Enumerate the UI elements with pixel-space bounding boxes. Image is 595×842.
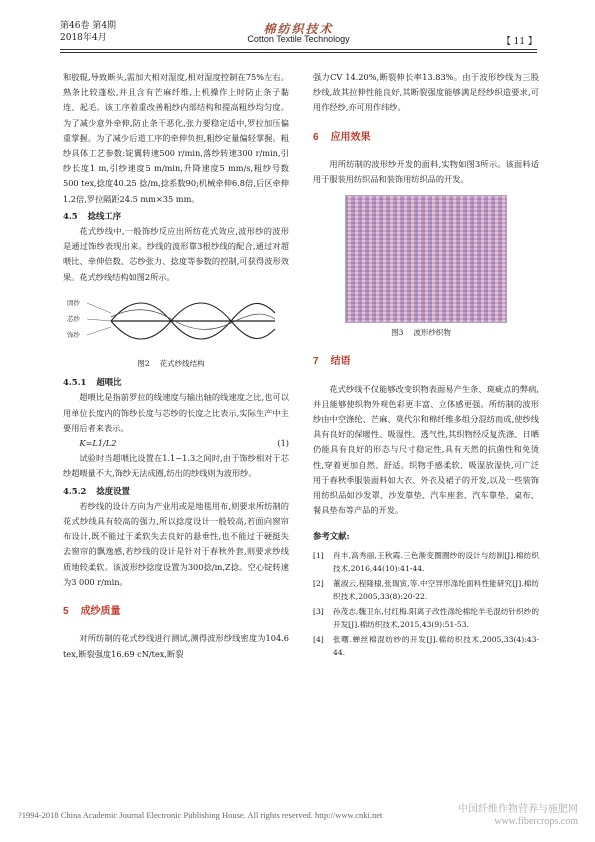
paragraph: 强力CV 14.20%,断裂伸长率13.83%。由于波形纱线为三股纱线,故其拉伸性能良好,其断裂强度能够满足经纱织造要求,可用作经纱,亦可用作纬纱。 xyxy=(313,72,539,113)
figure-2 xyxy=(63,293,289,371)
paragraph: 和胶辊,导致断头,需加大相对湿度,相对湿度控制在75%左右。熟条比较蓬松,并且含有芒麻纤维,上机操作上时防止条子黏连、起毛。该工序着重改善粗纱内部结构和提高粗纱均匀度。为了减少意外牵伸,防止条干恶化,张力要稳定适中,罗拉加压偏重掌握。为了减少后道工序的牵伸负担,粗纱定量偏轻掌握。粗纱具体工艺参数:锭翼转速500 r/min,落纱转速300 r/min,引纱长度1 m,引纱速度5 m/min,升降速度5 mm/s,粗纱号数500 tex,捻度40.25 捻/m,捻系数90;机械牵伸6.8倍,后区牵伸1.2倍,罗拉隔距24.5 mm×35 mm。 xyxy=(63,72,289,204)
paragraph: 对所纺制的花式纱线进行测试,测得波形纱线密度为104.6 tex,断裂强度16.69 cN/tex,断裂 xyxy=(63,633,289,659)
yarn-structure-diagram xyxy=(63,293,289,349)
equation-number: (1) xyxy=(277,438,289,449)
section-number: 6 xyxy=(313,131,319,143)
paragraph: 超喂比是指前罗拉的线速度与输出轴的线速度之比,也可以用单位长度内的饰纱长度与芯纱的长度之比表示,实际生产中主要用后者来表示。 xyxy=(63,392,289,433)
volume-issue: 第46卷 第4期 xyxy=(60,21,117,31)
reference-number: [4] xyxy=(313,635,324,645)
reference-item xyxy=(313,633,539,659)
section-title: 捻度设置 xyxy=(96,485,130,496)
reference-number: [1] xyxy=(313,551,324,561)
section-heading-6 xyxy=(313,130,539,145)
figure-number: 图2 xyxy=(137,359,150,369)
reference-text: 孙茂志,魏卫东,付红梅.阳离子改性涤纶棉纶羊毛混纺针织纱的开发[J].棉纺织技术,2015,43(9):51-53. xyxy=(333,607,539,630)
left-column xyxy=(63,70,289,662)
pointer-line xyxy=(87,303,111,313)
section-title: 应用效果 xyxy=(330,131,371,143)
journal-logo: 棉纺织技术 xyxy=(263,22,334,36)
reference-number: [2] xyxy=(313,579,324,589)
section-number: 4.5.2 xyxy=(63,485,87,496)
paragraph: 花式纱线不仅能够改变织物表面易产生条、斑疵点的弊病,并且能够使织物外观色彩更丰富、立体感更强。所纺制的波形纱由中空涤纶、芒麻、莫代尔和棉纤维多组分混纺而成,使纱线具有良好的保暖性、吸湿性、透气性,其织物经反复洗涤、日晒仍能具有良好的形态与尺寸稳定性,具有天然的抗菌性和免烫性,穿着更加自然、舒适。织物手感柔软、吸湿放湿快,可广泛用于春秋季服装面料如大衣、外衣及裙子的开发,以及一些装饰用纺织品如沙发罩、沙发靠垫、汽车座套、汽车靠垫、桌布、餐具垫布等产品的开发。 xyxy=(313,383,539,516)
reference-item xyxy=(313,605,539,631)
reference-text: 董淑云,程隆棣,张瑞寅,等.中空异形涤纶面料性能研究[J].棉纺织技术,2005,33(8):20-22. xyxy=(333,579,539,602)
watermark-url: www.fibercrops.com xyxy=(494,816,578,827)
journal-english-title: Cotton Textile Technology xyxy=(247,34,350,44)
page-number: 【 11 】 xyxy=(501,37,537,47)
section-heading-4-5-1 xyxy=(63,375,289,390)
issue-date: 2018年4月 xyxy=(60,33,107,43)
figure-title: 花式纱线结构 xyxy=(159,359,205,369)
reference-text: 肖丰,高秀丽,王秋霞.三色渐变圈圈纱的设计与纺制[J].棉纺织技术,2016,44(10):41-44. xyxy=(333,551,539,574)
page-header xyxy=(60,20,537,60)
section-number: 4.5.1 xyxy=(63,377,87,388)
header-rule-thin xyxy=(60,52,537,53)
paragraph: 用所纺制的波形纱开发的面料,实物如图3所示。该面料适用于服装用纺织品和装饰用纺织品的开发。 xyxy=(313,158,539,185)
section-title: 超喂比 xyxy=(96,377,122,388)
figure-number: 图3 xyxy=(391,328,404,338)
reference-item xyxy=(313,549,539,575)
pointer-line xyxy=(87,327,111,335)
section-title: 结语 xyxy=(330,356,351,368)
section-title: 成纱质量 xyxy=(80,606,121,618)
section-heading-4-5 xyxy=(63,209,289,224)
paragraph: 若纱线的设计方向为产业用或是地毯用布,则要求所纺制的花式纱线具有较高的强力,所以捻度设计一般较高,若面向窗帘布设计,既不能过于柔软失去良好的悬垂性,也不能过于硬挺失去窗帘的飘逸感,若纱线的设计是针对于春秋外套,则要求纱线质地较柔软。该波形纱捻度设置为300捻/m,Z捻。空心锭转速为3 000 r/min。 xyxy=(63,500,289,587)
paragraph: 试验时当超喂比设置在1.1~1.3之间时,由于饰纱相对于芯纱超喂量不大,饰纱无法成圈,纺出的纱线则为波形纱。 xyxy=(63,453,289,479)
figure-caption xyxy=(63,356,289,371)
equation: K=L1/L2 xyxy=(79,438,117,449)
header-rule xyxy=(60,49,537,50)
fabric-photo xyxy=(345,195,507,323)
page-footer xyxy=(18,804,578,827)
paragraph: 花式纱线中,一般饰纱反应出所纺花式效应,波形纱的波形是通过饰纱表现出来。纱线的波形靠3根纱线的配合,通过对超喂比、牵伸倍数、芯纱张力、捻度等参数的控制,可获得波形效果。花式纱线结构如图2所示。 xyxy=(63,226,289,282)
watermark xyxy=(458,804,578,828)
label-gusha: 固纱 xyxy=(67,298,80,307)
reference-number: [3] xyxy=(313,607,324,617)
section-heading-5 xyxy=(63,604,289,619)
label-xinsha: 芯纱 xyxy=(67,314,80,323)
label-shisha: 饰纱 xyxy=(67,330,80,339)
watermark-site-name: 中国纤维作物营养与施肥网 xyxy=(458,804,578,815)
figure-caption xyxy=(313,325,539,340)
reference-text: 张曙.蝉丝棉混纺纱的开发[J].棉纺织技术,2005,33(4):43-44. xyxy=(333,635,539,658)
section-number: 7 xyxy=(313,356,319,368)
figure-3 xyxy=(313,195,539,340)
copyright-line: ?1994-2018 China Academic Journal Electronic Publishing House. All rights reserved. http://www.cnki.net xyxy=(18,810,383,820)
right-column xyxy=(313,70,539,661)
section-number: 5 xyxy=(63,606,69,618)
binder-yarn xyxy=(111,310,275,330)
section-title: 捻线工序 xyxy=(87,210,122,221)
section-heading-7 xyxy=(313,354,539,369)
section-number: 4.5 xyxy=(63,210,78,221)
figure-title: 波形纱织物 xyxy=(413,328,451,338)
references xyxy=(313,530,539,659)
pointer-line xyxy=(87,319,111,321)
section-heading-4-5-2 xyxy=(63,484,289,499)
equation-1 xyxy=(63,436,289,451)
references-title: 参考文献: xyxy=(313,531,350,542)
reference-item xyxy=(313,577,539,603)
